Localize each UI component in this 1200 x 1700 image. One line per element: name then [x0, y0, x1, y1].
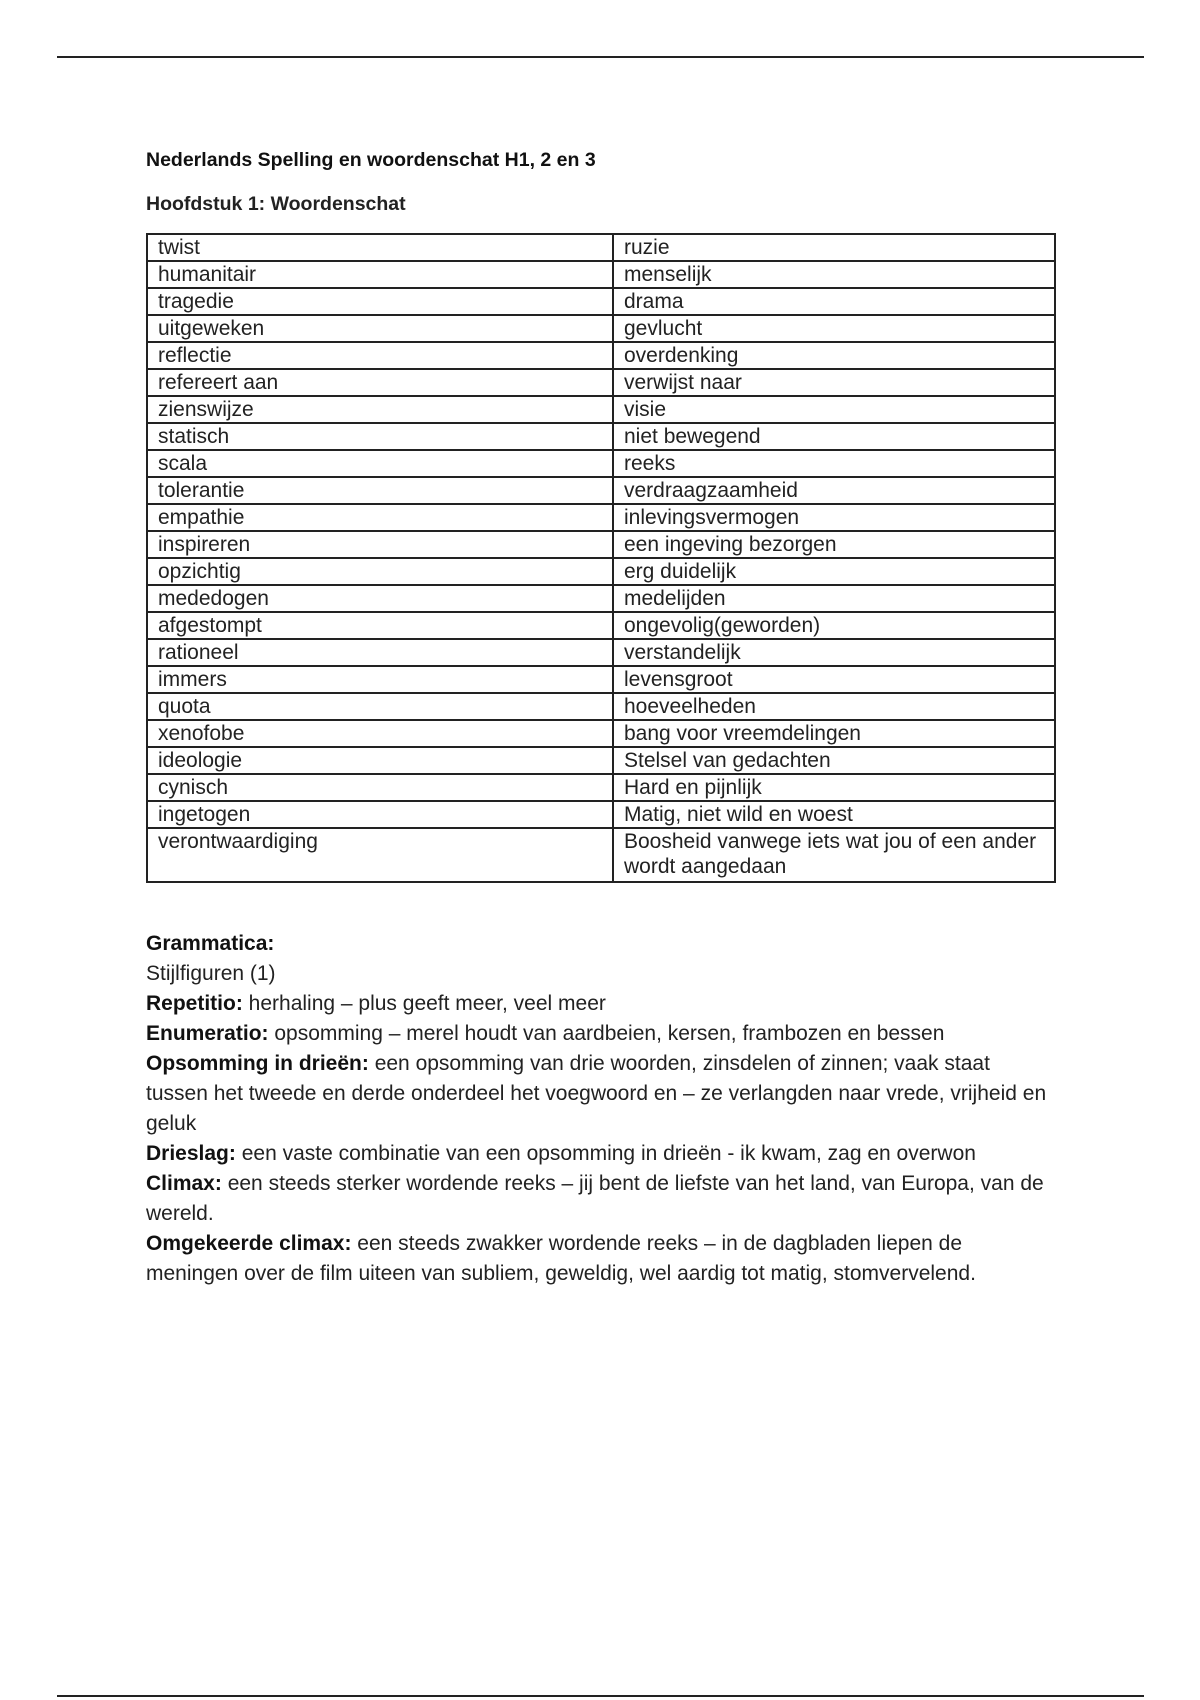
footer-rule — [57, 1695, 1144, 1697]
vocab-word: humanitair — [147, 261, 613, 288]
document-title: Nederlands Spelling en woordenschat H1, 2 en 3 — [146, 149, 596, 171]
vocab-row — [147, 342, 1055, 369]
vocab-meaning: verstandelijk — [613, 639, 1055, 666]
vocab-word: xenofobe — [147, 720, 613, 747]
chapter-heading: Hoofdstuk 1: Woordenschat — [146, 193, 406, 215]
vocab-meaning: gevlucht — [613, 315, 1055, 342]
style-figure-term: Omgekeerde climax: — [146, 1232, 352, 1255]
vocab-row — [147, 828, 1055, 882]
vocab-row — [147, 612, 1055, 639]
vocab-word: tragedie — [147, 288, 613, 315]
style-figure-term: Repetitio: — [146, 992, 243, 1015]
figures-list — [146, 989, 1056, 1289]
vocab-meaning: Stelsel van gedachten — [613, 747, 1055, 774]
vocab-word: ideologie — [147, 747, 613, 774]
vocab-word: zienswijze — [147, 396, 613, 423]
vocab-row — [147, 747, 1055, 774]
vocab-row — [147, 720, 1055, 747]
style-figure-description: een steeds zwakker wordende reeks – in de dagbladen liepen de meningen over de film uiteen van subliem, geweldig, wel aardig tot matig, stomvervelend. — [146, 1232, 976, 1285]
page-content — [146, 146, 1056, 1289]
vocabulary-table — [146, 233, 1056, 883]
style-figure-description: herhaling – plus geeft meer, veel meer — [242, 992, 606, 1015]
vocab-meaning: drama — [613, 288, 1055, 315]
style-figure — [146, 1229, 1056, 1289]
vocab-row — [147, 396, 1055, 423]
vocab-meaning: Matig, niet wild en woest — [613, 801, 1055, 828]
grammar-section — [146, 929, 1056, 1289]
style-figure — [146, 1049, 1056, 1139]
vocab-meaning: inlevingsvermogen — [613, 504, 1055, 531]
header-rule — [57, 56, 1144, 58]
vocab-meaning: reeks — [613, 450, 1055, 477]
vocab-word: quota — [147, 693, 613, 720]
vocab-word: refereert aan — [147, 369, 613, 396]
vocab-meaning: hoeveelheden — [613, 693, 1055, 720]
vocab-word: mededogen — [147, 585, 613, 612]
vocab-row — [147, 639, 1055, 666]
vocab-meaning: erg duidelijk — [613, 558, 1055, 585]
vocab-meaning: Hard en pijnlijk — [613, 774, 1055, 801]
vocab-row — [147, 666, 1055, 693]
vocab-word: uitgeweken — [147, 315, 613, 342]
vocab-meaning: Boosheid vanwege iets wat jou of een ander wordt aangedaan — [613, 828, 1055, 882]
vocab-word: inspireren — [147, 531, 613, 558]
vocab-meaning: visie — [613, 396, 1055, 423]
style-figure-description: opsomming – merel houdt van aardbeien, kersen, frambozen en bessen — [268, 1022, 945, 1045]
vocab-meaning: niet bewegend — [613, 423, 1055, 450]
vocab-row — [147, 504, 1055, 531]
vocab-row — [147, 261, 1055, 288]
vocab-row — [147, 558, 1055, 585]
vocab-meaning: medelijden — [613, 585, 1055, 612]
vocab-word: afgestompt — [147, 612, 613, 639]
style-figure-description: een vaste combinatie van een opsomming in drieën - ik kwam, zag en overwon — [235, 1142, 976, 1165]
vocab-word: tolerantie — [147, 477, 613, 504]
vocabulary-table-body — [147, 234, 1055, 882]
vocab-row — [147, 288, 1055, 315]
vocab-word: rationeel — [147, 639, 613, 666]
style-figure-term: Enumeratio: — [146, 1022, 269, 1045]
vocab-row — [147, 450, 1055, 477]
style-figure-description: een opsomming van drie woorden, zinsdelen of zinnen; vaak staat tussen het tweede en derde onderdeel het voegwoord en – ze verlangden naar vrede, vrijheid en geluk — [146, 1052, 1047, 1135]
vocab-row — [147, 315, 1055, 342]
vocab-word: ingetogen — [147, 801, 613, 828]
vocab-row — [147, 477, 1055, 504]
style-figure — [146, 1169, 1056, 1229]
style-figure-term: Opsomming in drieën: — [146, 1052, 369, 1075]
vocab-row — [147, 774, 1055, 801]
vocab-row — [147, 423, 1055, 450]
vocab-row — [147, 693, 1055, 720]
vocab-meaning: verwijst naar — [613, 369, 1055, 396]
vocab-word: opzichtig — [147, 558, 613, 585]
style-figure-term: Drieslag: — [146, 1142, 236, 1165]
vocab-meaning: een ingeving bezorgen — [613, 531, 1055, 558]
vocab-word: empathie — [147, 504, 613, 531]
vocab-meaning: bang voor vreemdelingen — [613, 720, 1055, 747]
vocab-word: immers — [147, 666, 613, 693]
grammar-heading: Grammatica: — [146, 932, 275, 955]
vocab-row — [147, 531, 1055, 558]
vocab-word: cynisch — [147, 774, 613, 801]
vocab-word: statisch — [147, 423, 613, 450]
vocab-meaning: menselijk — [613, 261, 1055, 288]
vocab-word: twist — [147, 234, 613, 261]
style-figure-description: een steeds sterker wordende reeks – jij bent de liefste van het land, van Europa, van de wereld. — [146, 1172, 1044, 1225]
vocab-word: scala — [147, 450, 613, 477]
vocab-word: verontwaardiging — [147, 828, 613, 882]
vocab-row — [147, 585, 1055, 612]
grammar-subheading: Stijlfiguren (1) — [146, 962, 276, 985]
vocab-row — [147, 801, 1055, 828]
vocab-row — [147, 369, 1055, 396]
vocab-meaning: ongevolig(geworden) — [613, 612, 1055, 639]
style-figure-term: Climax: — [146, 1172, 222, 1195]
style-figure — [146, 989, 1056, 1019]
style-figure — [146, 1019, 1056, 1049]
vocab-meaning: overdenking — [613, 342, 1055, 369]
vocab-meaning: ruzie — [613, 234, 1055, 261]
vocab-word: reflectie — [147, 342, 613, 369]
vocab-meaning: levensgroot — [613, 666, 1055, 693]
vocab-meaning: verdraagzaamheid — [613, 477, 1055, 504]
vocab-row — [147, 234, 1055, 261]
style-figure — [146, 1139, 1056, 1169]
